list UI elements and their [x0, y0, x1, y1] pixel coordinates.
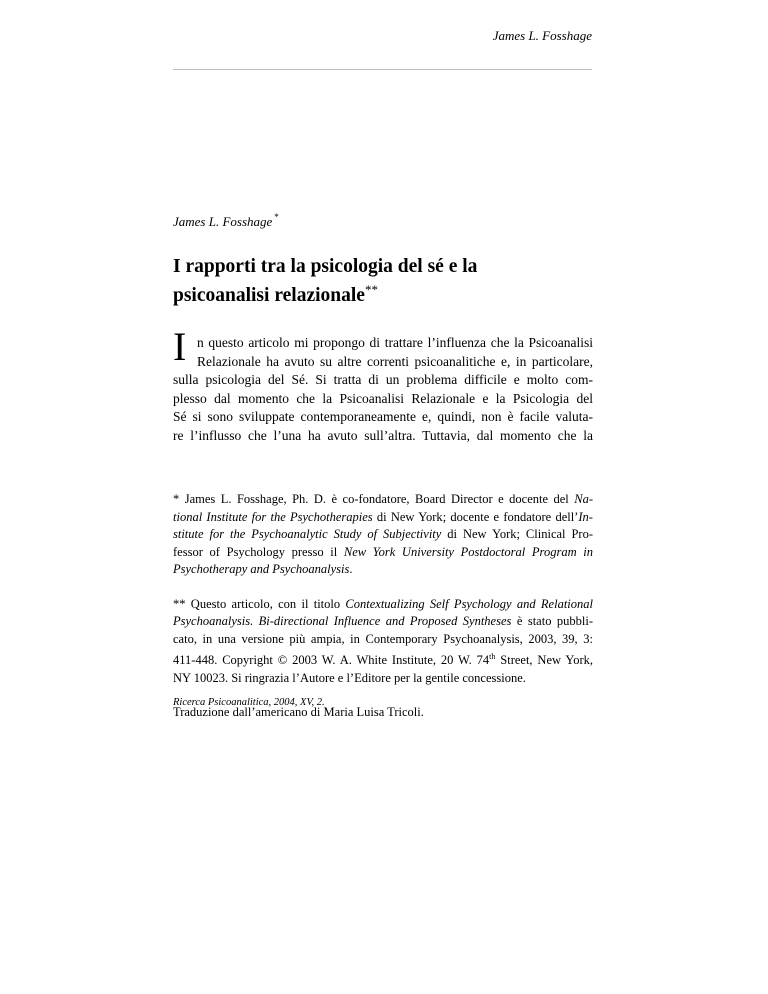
fn1-text-a: * James L. Fosshage, Ph. D. è co-fondatore, Board Director e docente del	[173, 492, 575, 506]
footnote-source	[173, 596, 593, 688]
fn1-text-h: di New York; Clinical Pro-	[441, 527, 593, 541]
fn1-text-e: ; docente e fondatore dell’	[442, 509, 579, 524]
footnote-author	[173, 491, 593, 579]
header-rule	[173, 69, 592, 70]
footnote-2-line-5: NY 10023. Si ringrazia l’Autore e l’Editore per la gentile concessione.	[173, 670, 526, 685]
fn2-text-d: è stato pubbli-	[511, 614, 593, 628]
author-name	[173, 212, 279, 230]
fn1-text-g: stitute for the Psychoanalytic Study of Subjectivity	[173, 527, 442, 541]
fn2-text-b: Contextualizing Self Psychology and Relational	[345, 596, 593, 611]
footnote-1-line-5	[173, 561, 593, 579]
footnote-1-line-4	[173, 544, 593, 562]
footnote-2-line-2	[173, 613, 593, 631]
fn1-text-i: fessor of Psychology presso il	[173, 544, 344, 559]
fn1-text-c: tional Institute for the Psychotherapies	[173, 509, 373, 524]
body-line-5: Sé si sono sviluppate contemporaneamente e, quindi, non è facile valuta-	[173, 409, 593, 424]
body-line-4: plesso dal momento che la Psicoanalisi Relazionale e la Psicologia del	[173, 390, 593, 406]
footnote-1-line-1	[173, 491, 593, 509]
footnote-2-line-4	[173, 648, 593, 670]
fn1-text-d: di New York	[372, 509, 443, 524]
footnote-1-line-2	[173, 509, 593, 527]
fn1-text-f: In-	[578, 509, 593, 524]
fn1-text-b: Na-	[574, 492, 593, 506]
author-text: James L. Fosshage	[173, 214, 273, 229]
title-line-2-text: psicoanalisi relazionale	[173, 285, 365, 306]
running-header: James L. Fosshage	[492, 28, 592, 43]
title-footnote-mark: **	[364, 282, 378, 297]
title-line-2	[173, 278, 593, 307]
fn2-text-f: Street, New York,	[495, 653, 593, 667]
fn2-text-e: 411-448. Copyright © 2003 W. A. White Institute, 20 W. 74	[173, 653, 490, 667]
author-footnote-mark: *	[274, 212, 279, 222]
body-paragraph	[173, 334, 593, 445]
footnote-2-line-3: cato, in una versione più ampia, in Contemporary Psychoanalysis, 2003, 39, 3:	[173, 631, 593, 646]
title-line-1: I rapporti tra la psicologia del sé e la	[173, 256, 478, 277]
body-line-6: re l’influsso che l’una ha avuto sull’altra. Tuttavia, dal momento che la	[173, 427, 593, 443]
footnote-1-line-3	[173, 526, 593, 544]
fn2-text-a: ** Questo articolo, con il titolo	[173, 596, 346, 611]
article-title	[173, 255, 593, 307]
fn1-text-k: Psychotherapy and Psychoanalysis	[173, 562, 350, 576]
fn2-text-c: Psychoanalysis. Bi-directional Influence and Proposed Syntheses	[173, 614, 512, 628]
fn1-text-j: New York University Postdoctoral Program in	[343, 544, 593, 559]
fn1-text-l: .	[349, 562, 353, 576]
translation-note: Traduzione dall’americano di Maria Luisa Tricoli.	[173, 705, 424, 719]
journal-reference: Ricerca Psicoanalitica, 2004, XV, 2.	[173, 697, 325, 708]
body-line-3: sulla psicologia del Sé. Si tratta di un problema difficile e molto com-	[173, 372, 593, 387]
body-line-2: Relazionale ha avuto su altre correnti psicoanalitiche e, in particolare,	[197, 353, 593, 369]
footnote-2-line-1	[173, 596, 593, 614]
fn2-ordinal-sup: th	[489, 652, 496, 661]
body-line-1: n questo articolo mi propongo di trattare l’influenza che la Psicoanalisi	[197, 335, 593, 350]
drop-cap: I	[173, 324, 187, 369]
